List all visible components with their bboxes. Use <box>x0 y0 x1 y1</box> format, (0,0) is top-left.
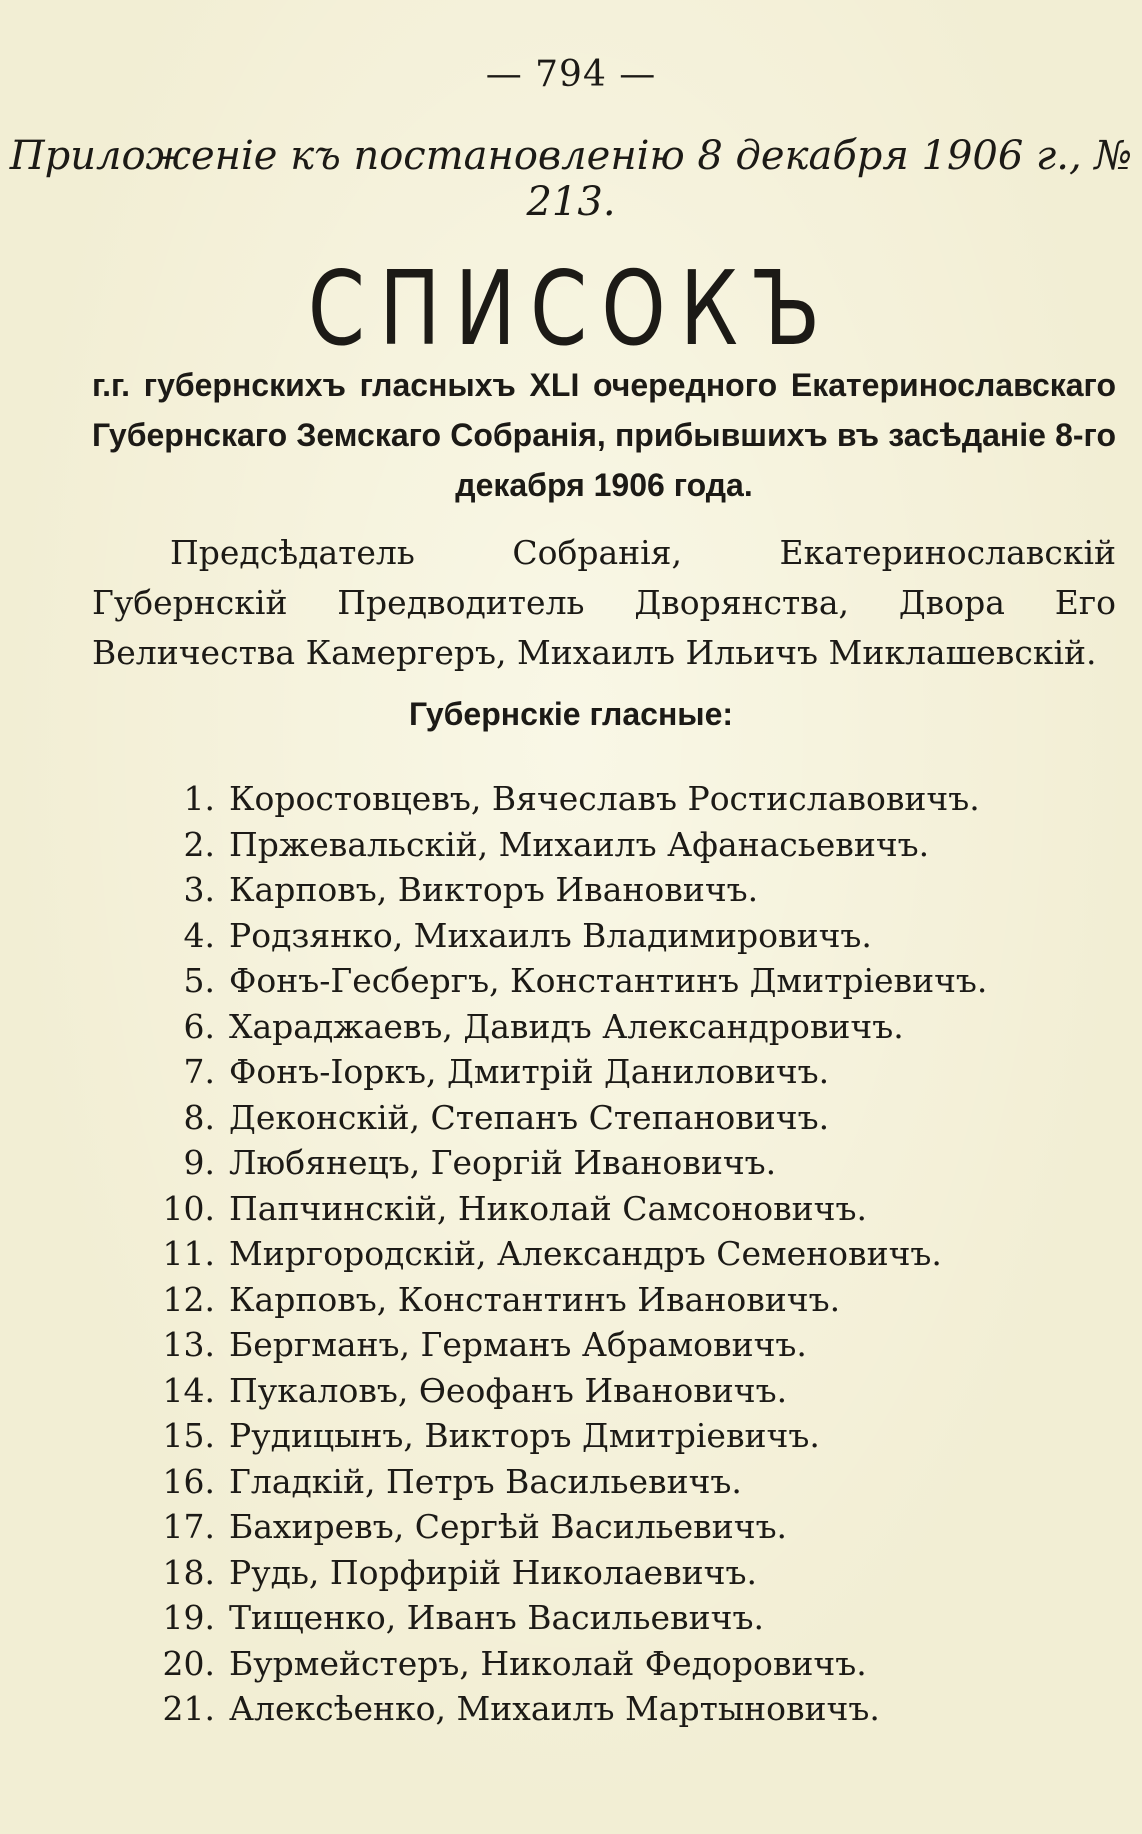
member-number: 2. <box>183 824 215 864</box>
member-name: Пржевальскій, Михаилъ Афанасьевичъ. <box>229 824 930 864</box>
chairman-paragraph: Предсѣдатель Собранія, Екатеринославскій Губернскій Предводитель Дворянства, Двора Его Величества Камергеръ, Михаилъ Ильичъ Миклашевскій. <box>92 533 1116 672</box>
member-name: Тищенко, Иванъ Васильевичъ. <box>229 1598 764 1638</box>
list-item <box>140 1231 1040 1277</box>
list-item <box>140 776 1040 822</box>
member-number: 5. <box>183 961 215 1001</box>
page-number: — 794 — <box>485 54 657 95</box>
list-item <box>140 1322 1040 1368</box>
member-name: Рудицынъ, Викторъ Дмитріевичъ. <box>229 1416 820 1456</box>
member-number: 9. <box>183 1143 215 1183</box>
list-item <box>140 1550 1040 1596</box>
list-item <box>140 1140 1040 1186</box>
member-number: 13. <box>162 1325 215 1365</box>
list-item <box>140 1504 1040 1550</box>
member-number: 19. <box>162 1598 215 1638</box>
member-name: Миргородскій, Александръ Семеновичъ. <box>229 1234 942 1274</box>
list-item <box>140 1641 1040 1687</box>
member-number: 11. <box>162 1234 215 1274</box>
document-subtitle: г.г. губернскихъ гласныхъ XLI очередного Екатеринославскаго Губернскаго Земскаго Собранія, прибывшихъ въ засѣданіе 8-го декабря 1906 года. <box>92 367 1116 503</box>
member-number: 7. <box>183 1052 215 1092</box>
member-name: Алексѣенко, Михаилъ Мартыновичъ. <box>229 1689 880 1729</box>
member-name: Бахиревъ, Сергѣй Васильевичъ. <box>229 1507 788 1547</box>
member-name: Бергманъ, Германъ Абрамовичъ. <box>229 1325 807 1365</box>
member-name: Фонъ-Іоркъ, Дмитрій Даниловичъ. <box>229 1052 830 1092</box>
member-number: 8. <box>183 1097 215 1137</box>
member-name: Рудь, Порфирій Николаевичъ. <box>229 1552 757 1592</box>
list-item <box>140 822 1040 868</box>
list-item <box>140 1186 1040 1232</box>
list-item <box>140 1277 1040 1323</box>
list-item <box>140 913 1040 959</box>
member-name: Бурмейстеръ, Николай Федоровичъ. <box>229 1643 867 1683</box>
member-name: Хараджаевъ, Давидъ Александровичъ. <box>229 1006 904 1046</box>
member-name: Пукаловъ, Ѳеофанъ Ивановичъ. <box>229 1370 788 1410</box>
member-number: 14. <box>162 1370 215 1410</box>
list-item <box>140 1459 1040 1505</box>
list-item <box>140 867 1040 913</box>
member-number: 6. <box>183 1006 215 1046</box>
document-title: СПИСОКЪ <box>307 250 835 369</box>
member-number: 15. <box>162 1416 215 1456</box>
member-name: Папчинскій, Николай Самсоновичъ. <box>229 1188 867 1228</box>
member-number: 4. <box>183 915 215 955</box>
list-item <box>140 958 1040 1004</box>
member-number: 12. <box>162 1279 215 1319</box>
section-heading: Губернскіе гласные: <box>408 696 734 732</box>
appendix-note: Приложеніе къ постановленію 8 декабря 1906 г., № 213. <box>9 133 1133 225</box>
list-item <box>140 1686 1040 1732</box>
member-number: 1. <box>183 779 215 819</box>
list-item <box>140 1595 1040 1641</box>
member-number: 21. <box>162 1689 215 1729</box>
member-name: Деконскій, Степанъ Степановичъ. <box>229 1097 830 1137</box>
member-number: 10. <box>162 1188 215 1228</box>
member-number: 3. <box>183 870 215 910</box>
list-item <box>140 1368 1040 1414</box>
member-name: Фонъ-Гесбергъ, Константинъ Дмитріевичъ. <box>229 961 988 1001</box>
member-number: 18. <box>162 1552 215 1592</box>
member-number: 20. <box>162 1643 215 1683</box>
member-number: 16. <box>162 1461 215 1501</box>
member-name: Любянецъ, Георгій Ивановичъ. <box>229 1143 777 1183</box>
member-name: Родзянко, Михаилъ Владимировичъ. <box>229 915 872 955</box>
member-name: Гладкій, Петръ Васильевичъ. <box>229 1461 742 1501</box>
member-name: Карповъ, Константинъ Ивановичъ. <box>229 1279 841 1319</box>
list-item <box>140 1413 1040 1459</box>
member-name: Карповъ, Викторъ Ивановичъ. <box>229 870 759 910</box>
list-item <box>140 1095 1040 1141</box>
member-number: 17. <box>162 1507 215 1547</box>
members-list <box>140 776 1040 1732</box>
list-item <box>140 1049 1040 1095</box>
member-name: Коростовцевъ, Вячеславъ Ростиславовичъ. <box>229 779 980 819</box>
list-item <box>140 1004 1040 1050</box>
